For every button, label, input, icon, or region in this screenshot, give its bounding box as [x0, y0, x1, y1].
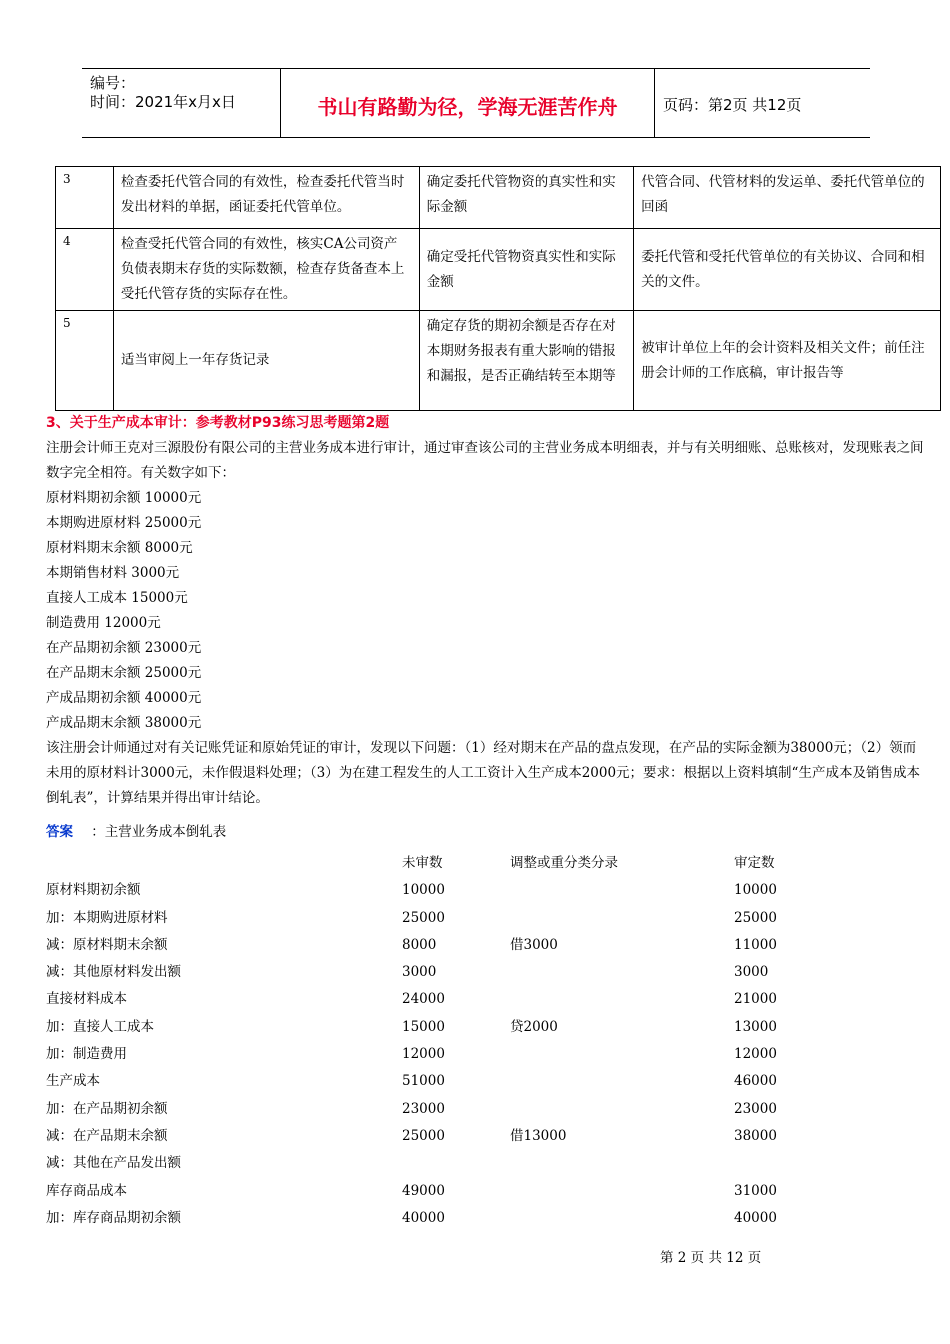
list-item: 产成品期初余额 40000元	[46, 690, 202, 706]
audited-cell: 40000	[734, 1209, 777, 1226]
list-item: 在产品期初余额 23000元	[46, 640, 202, 656]
unaudited-cell: 24000	[402, 991, 445, 1008]
header-motto: 书山有路勤为径，学海无涯苦作舟	[317, 95, 618, 119]
unaudited-cell: 8000	[402, 936, 437, 953]
objective-cell: 确定委托代管物资的真实性和实际金额	[419, 167, 633, 229]
item-cell: 减：在产品期末余额	[46, 1127, 168, 1144]
objective-cell: 确定受托代管物资真实性和实际金额	[419, 229, 633, 311]
header-meta-cell	[82, 69, 281, 137]
problem-paragraph: 该注册会计师通过对有关记账凭证和原始凭证的审计，发现以下问题：（1）经对期末在产品的盘点发现，在产品的实际金额为38000元；（2）领而未用的原材料计3000元，未作假退料处理；（3）为在建工程发生的人工工资计入生产成本2000元；要求：根据以上资料填制“生产成本及销售成本倒轧表”，计算结果并得出审计结论。	[46, 740, 920, 806]
objective-cell: 确定存货的期初余额是否存在对本期财务报表有重大影响的错报和漏报，是否正确结转至本期等	[419, 311, 633, 411]
adjustment-cell: 贷2000	[510, 1018, 558, 1035]
list-item: 本期购进原材料 25000元	[46, 515, 202, 531]
list-item: 原材料期末余额 8000元	[46, 540, 193, 556]
column-header: 未审数	[402, 855, 443, 871]
audited-cell: 11000	[734, 936, 777, 953]
header-page-label: 页码：第2页 共12页	[663, 96, 802, 114]
audited-cell: 46000	[734, 1073, 777, 1090]
section-title: 3、关于生产成本审计：参考教材P93练习思考题第2题	[46, 415, 390, 431]
intro-paragraph: 注册会计师王克对三源股份有限公司的主营业务成本进行审计，通过审查该公司的主营业务成本明细表，并与有关明细账、总账核对，发现账表之间数字完全相符。有关数字如下：	[46, 440, 924, 481]
unaudited-cell: 25000	[402, 1127, 445, 1144]
table-row	[56, 167, 941, 229]
answer-line	[46, 820, 226, 840]
item-cell: 加：直接人工成本	[46, 1018, 154, 1035]
item-cell: 直接材料成本	[46, 991, 127, 1008]
unaudited-cell: 51000	[402, 1073, 445, 1090]
audited-cell: 23000	[734, 1100, 777, 1117]
page-header	[82, 68, 870, 138]
item-cell: 加：库存商品期初余额	[46, 1209, 181, 1226]
header-motto-cell	[281, 69, 655, 137]
procedure-cell: 检查委托代管合同的有效性，检查委托代管当时发出材料的单据，函证委托代管单位。	[113, 167, 419, 229]
item-cell: 加：本期购进原材料	[46, 909, 168, 926]
audited-cell: 10000	[734, 882, 777, 899]
audited-cell: 25000	[734, 909, 777, 926]
audited-cell: 38000	[734, 1127, 777, 1144]
table-row	[56, 229, 941, 311]
list-item: 产成品期末余额 38000元	[46, 715, 202, 731]
row-number: 4	[56, 229, 114, 311]
adjustment-cell: 借13000	[510, 1127, 567, 1144]
facts-list	[46, 486, 201, 736]
unaudited-cell: 10000	[402, 882, 445, 899]
item-cell: 生产成本	[46, 1073, 100, 1090]
column-header: 审定数	[734, 855, 775, 871]
time-label: 时间：2021年x月x日	[90, 93, 236, 111]
list-item: 直接人工成本 15000元	[46, 590, 188, 606]
unaudited-cell: 15000	[402, 1018, 445, 1035]
item-cell: 原材料期初余额	[46, 882, 141, 899]
unaudited-cell: 25000	[402, 909, 445, 926]
unaudited-cell: 40000	[402, 1209, 445, 1226]
column-header: 调整或重分类分录	[510, 855, 618, 871]
unaudited-cell: 3000	[402, 964, 437, 981]
number-label: 编号：	[90, 74, 136, 92]
audited-cell: 12000	[734, 1046, 777, 1063]
item-cell: 库存商品成本	[46, 1182, 127, 1199]
unaudited-cell: 12000	[402, 1046, 445, 1063]
procedure-cell: 适当审阅上一年存货记录	[113, 311, 419, 411]
list-item: 原材料期初余额 10000元	[46, 490, 202, 506]
row-number: 3	[56, 167, 114, 229]
item-cell: 减：其他在产品发出额	[46, 1155, 181, 1172]
list-item: 本期销售材料 3000元	[46, 565, 180, 581]
audit-procedure-table	[55, 166, 941, 411]
evidence-cell: 委托代管和受托代管单位的有关协议、合同和相关的文件。	[634, 229, 941, 311]
adjustment-cell: 借3000	[510, 936, 558, 953]
table-row	[56, 311, 941, 411]
item-cell: 减：其他原材料发出额	[46, 964, 181, 981]
evidence-cell: 代管合同、代管材料的发运单、委托代管单位的回函	[634, 167, 941, 229]
item-cell: 加：在产品期初余额	[46, 1100, 168, 1117]
page-footer: 第 2 页 共 12 页	[660, 1250, 762, 1266]
evidence-cell: 被审计单位上年的会计资料及相关文件；前任注册会计师的工作底稿，审计报告等	[634, 311, 941, 411]
audited-cell: 3000	[734, 964, 769, 981]
unaudited-cell: 23000	[402, 1100, 445, 1117]
item-cell: 减：原材料期末余额	[46, 936, 168, 953]
answer-text: ：主营业务成本倒轧表	[91, 824, 227, 840]
item-cell: 加：制造费用	[46, 1046, 127, 1063]
audited-cell: 13000	[734, 1018, 777, 1035]
answer-label: 答案	[46, 824, 73, 840]
list-item: 在产品期末余额 25000元	[46, 665, 202, 681]
audited-cell: 21000	[734, 991, 777, 1008]
audited-cell: 31000	[734, 1182, 777, 1199]
procedure-cell: 检查受托代管合同的有效性，核实CA公司资产负债表期末存货的实际数额，检查存货备查本上受托代管存货的实际存在性。	[113, 229, 419, 311]
row-number: 5	[56, 311, 114, 411]
unaudited-cell: 49000	[402, 1182, 445, 1199]
list-item: 制造费用 12000元	[46, 615, 161, 631]
